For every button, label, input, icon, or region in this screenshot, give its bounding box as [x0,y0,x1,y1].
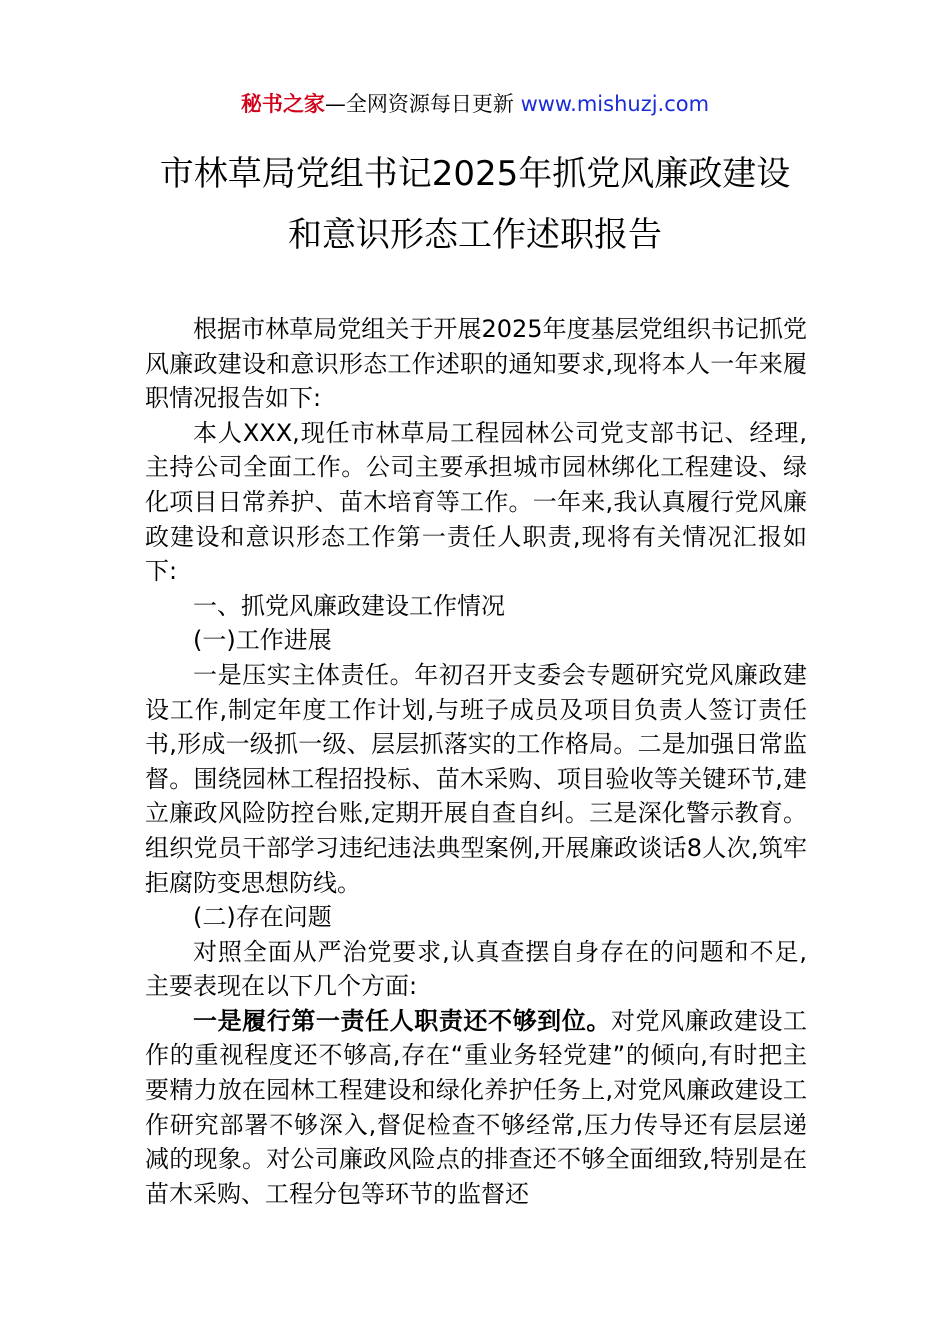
subsection-heading-problems: (二)存在问题 [193,903,332,932]
site-url-link[interactable]: www.mishuzj.com [520,92,710,116]
paragraph-intro: 根据市林草局党组关于开展2025年度基层党组织书记抓党风廉政建设和意识形态工作述职的通知要求,现将本人一年来履职情况报告如下: [145,315,807,413]
section-heading-1: 一、抓党风廉政建设工作情况 [193,591,505,620]
title-line-1: 市林草局党组书记2025年抓党风廉政建设 [159,154,791,194]
site-brand: 秘书之家 [240,92,325,116]
site-header [0,88,950,120]
problem-1-text: 对党风廉政建设工作的重视程度还不够高,存在“重业务轻党建”的倾向,有时把主要精力放在园林工程建设和绿化养护任务上,对党风廉政建设工作研究部署不够深入,督促检查不够经常,压力传导还有层层递减的现象。对公司廉政风险点的排查还不够全面细致,特别是在苗木采购、工程分包等环节的监督还 [145,1006,808,1208]
paragraph-problems-intro: 对照全面从严治党要求,认真查摆自身存在的问题和不足,主要表现在以下几个方面: [145,937,807,1001]
document-title [60,144,890,266]
paragraph-self-intro: 本人XXX,现任市林草局工程园林公司党支部书记、经理,主持公司全面工作。公司主要承担城市园林绑化工程建设、绿化项目日常养护、苗木培育等工作。一年来,我认真履行党风廉政建设和意识形态工作第一责任人职责,现将有关情况汇报如下: [145,418,807,586]
paragraph-progress: 一是压实主体责任。年初召开支委会专题研究党风廉政建设工作,制定年度工作计划,与班子成员及项目负责人签订责任书,形成一级抓一级、层层抓落实的工作格局。二是加强日常监督。围绕园林工程招投标、苗木采购、项目验收等关键环节,建立廉政风险防控台账,定期开展自查自纠。三是深化警示教育。组织党员干部学习违纪违法典型案例,开展廉政谈话8人次,筑牢拒腐防变思想防线。 [145,660,807,897]
title-line-2: 和意识形态工作述职报告 [288,215,662,255]
paragraph-problem-1 [145,1004,807,1212]
subsection-heading-progress: (一)工作进展 [193,626,332,655]
document-body [145,312,807,1211]
problem-1-heading: 一是履行第一责任人职责还不够到位。 [193,1006,611,1035]
site-tagline: —全网资源每日更新 [324,92,514,116]
